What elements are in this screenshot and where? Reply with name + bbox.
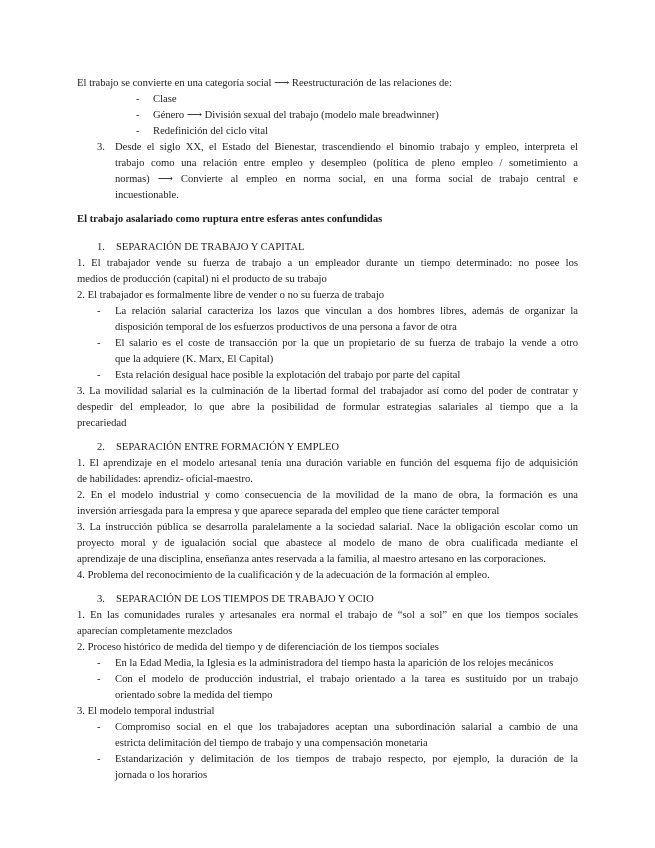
list-dash: -: [97, 754, 101, 765]
bullet-line: Con el modelo de producción industrial, el trabajo orientado a la tarea es sustituido por un trabajo: [115, 674, 578, 685]
paragraph-line: 3. La movilidad salarial es la culminación de la libertad formal del trabajador así como del poder de contratar y: [77, 386, 578, 397]
bullet-line: disposición temporal de los esfuerzos productivos de una persona a favor de otra: [115, 322, 457, 333]
paragraph-line: 3. El modelo temporal industrial: [77, 706, 215, 717]
list-dash: -: [97, 722, 101, 733]
list-dash: -: [97, 674, 101, 685]
paragraph-line: 2. Proceso histórico de medida del tiempo y de diferenciación de los tiempos sociales: [77, 642, 439, 653]
paragraph-line: 4. Problema del reconocimiento de la cualificación y de la adecuación de la formación al empleo.: [77, 570, 490, 581]
paragraph-line: inversión arriesgada para la empresa y que aparece separada del empleo que tiene carácter temporal: [77, 506, 500, 517]
bullet-line: Estandarización y delimitación de los tiempos de trabajo respecto, por ejemplo, la duración de la: [115, 754, 578, 765]
point3-line: Desde el siglo XX, el Estado del Bienestar, trascendiendo el binomio trabajo y empleo, interpreta el: [115, 142, 578, 153]
list-dash: -: [136, 126, 140, 137]
paragraph-line: aparecían completamente mezclados: [77, 626, 233, 637]
point3-line: trabajo como una relación entre empleo y desempleo (política de pleno empleo / sometimiento a: [115, 158, 578, 169]
paragraph-line: aprendizaje de una disciplina, enseñanza antes reservada a la familia, al maestro artesano en las corporaciones.: [77, 554, 546, 565]
document-heading: El trabajo asalariado como ruptura entre esferas antes confundidas: [77, 214, 383, 225]
list-dash: -: [97, 370, 101, 381]
list-dash: -: [136, 110, 140, 121]
list-dash: -: [136, 94, 140, 105]
bullet-line: La relación salarial caracteriza los lazos que vinculan a dos hombres libres, además de organizar la: [115, 306, 578, 317]
bullet-line: jornada o los horarios: [115, 770, 208, 781]
section-number: 1.: [97, 242, 105, 253]
paragraph-line: 2. El trabajador es formalmente libre de vender o no su fuerza de trabajo: [77, 290, 385, 301]
point-number: 3.: [97, 142, 105, 153]
paragraph-line: despedir del empleador, lo que abre la posibilidad de formular estrategias salariales al tiempo que a la: [77, 402, 578, 413]
list-dash: -: [97, 306, 101, 317]
section-number: 2.: [97, 442, 105, 453]
paragraph-line: de habilidades: aprendiz- oficial-maestro.: [77, 474, 253, 485]
bullet-line: Compromiso social en el que los trabajadores aceptan una subordinación salarial a cambio de una: [115, 722, 578, 733]
paragraph-line: 1. El aprendizaje en el modelo artesanal tenía una duración variable en función del esquema fijo de adquisición: [77, 458, 578, 469]
bullet-line: En la Edad Media, la Iglesia es la administradora del tiempo hasta la aparición de los relojes mecánicos: [115, 658, 554, 669]
point3-line: incuestionable.: [115, 190, 179, 201]
list-dash: -: [97, 658, 101, 669]
paragraph-line: 1. En las comunidades rurales y artesanales era normal el trabajo de “sol a sol” en que los tiempos sociales: [77, 610, 578, 621]
bullet-line: orientado sobre la medida del tiempo: [115, 690, 273, 701]
intro-line: El trabajo se convierte en una categoría social ⟶ Reestructuración de las relaciones de:: [77, 78, 452, 89]
paragraph-line: precariedad: [77, 418, 127, 429]
section-number: 3.: [97, 594, 105, 605]
intro-item-clase: Clase: [153, 94, 177, 105]
paragraph-line: 3. La instrucción pública se desarrolla paralelamente a la sociedad salarial. Nace la obligación escolar como un: [77, 522, 578, 533]
bullet-line: que la adquiere (K. Marx, El Capital): [115, 354, 274, 365]
intro-item-ciclo: Redefinición del ciclo vital: [153, 126, 269, 137]
section-title: SEPARACIÓN DE TRABAJO Y CAPITAL: [116, 242, 305, 253]
bullet-line: estricta delimitación del tiempo de trabajo y una compensación monetaria: [115, 738, 428, 749]
section-title: SEPARACIÓN DE LOS TIEMPOS DE TRABAJO Y OCIO: [116, 594, 374, 605]
bullet-line: Esta relación desigual hace posible la explotación del trabajo por parte del capital: [115, 370, 461, 381]
paragraph-line: 2. En el modelo industrial y como consecuencia de la movilidad de la mano de obra, la formación es una: [77, 490, 578, 501]
intro-item-genero: Género ⟶ División sexual del trabajo (modelo male breadwinner): [153, 110, 439, 121]
paragraph-line: medios de producción (capital) ni el producto de su trabajo: [77, 274, 327, 285]
paragraph-line: proyecto moral y de igualación social que abastece al modelo de mano de obra cualificada mediante el: [77, 538, 578, 549]
bullet-line: El salario es el coste de transacción por la que un propietario de su fuerza de trabajo la vende a otro: [115, 338, 578, 349]
paragraph-line: 1. El trabajador vende su fuerza de trabajo a un empleador durante un tiempo determinado: no posee los: [77, 258, 578, 269]
list-dash: -: [97, 338, 101, 349]
section-title: SEPARACIÓN ENTRE FORMACIÓN Y EMPLEO: [116, 442, 340, 453]
point3-line: normas) ⟶ Convierte al empleo en norma social, en una forma social de trabajo central e: [115, 174, 578, 185]
